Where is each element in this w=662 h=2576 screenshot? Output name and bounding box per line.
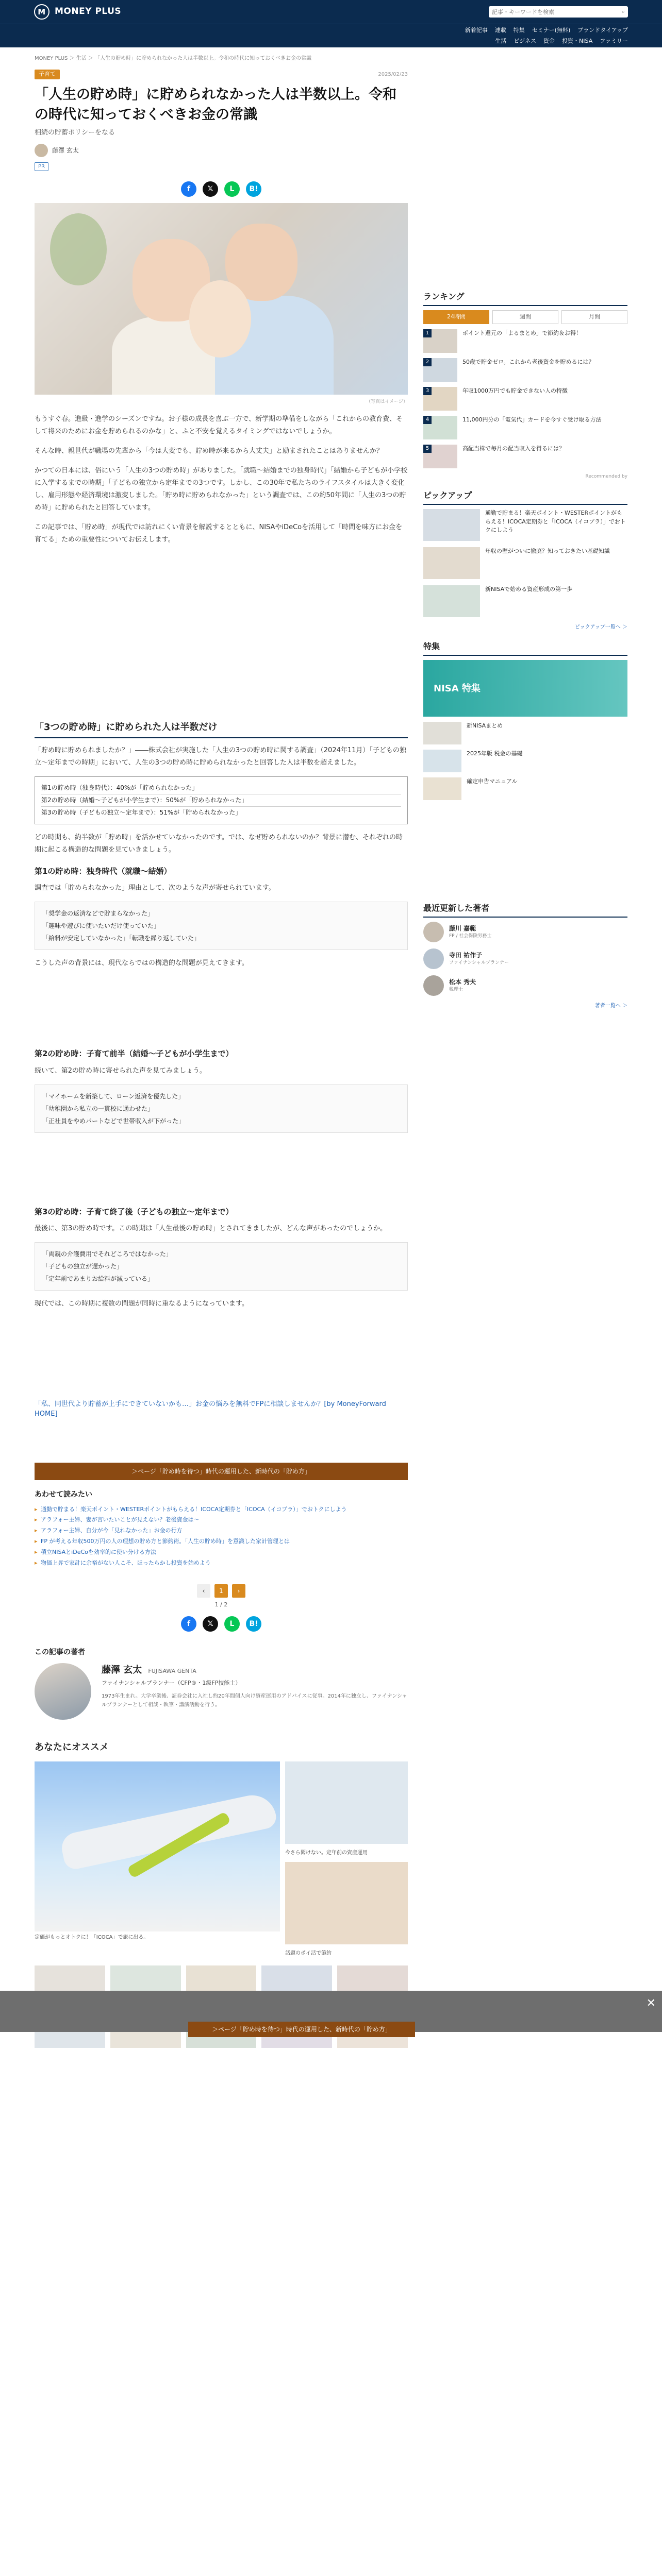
feature-item[interactable]: 確定申告マニュアル xyxy=(423,777,627,800)
hatena-share-icon[interactable]: B! xyxy=(246,181,261,197)
intro-paragraph: この記事では、「貯め時」が現代では訪れにくい背景を解説するとともに、NISAやiDeCoを活用して「時間を味方にお金を育てる」ための重要性についてお伝えします。 xyxy=(35,523,403,544)
search-icon[interactable]: ⌕ xyxy=(621,8,625,15)
search-box[interactable] xyxy=(489,6,628,18)
facebook-share-icon[interactable]: f xyxy=(181,1616,196,1632)
ranking-heading: ランキング xyxy=(423,291,627,306)
quote-item: 「給料が安定していなかった」「転職を繰り返していた」 xyxy=(42,935,201,942)
writer-avatar xyxy=(423,922,444,942)
nav-invest[interactable]: 投資・NISA xyxy=(562,37,593,44)
tab-weekly[interactable]: 週間 xyxy=(492,310,558,324)
top-header xyxy=(0,0,662,24)
author-name[interactable]: 藤澤 玄太 xyxy=(52,147,79,155)
survey-row: 第3の貯め時（子どもの独立〜定年まで）：51%が「貯められなかった」 xyxy=(41,808,242,816)
recommend-card-large[interactable] xyxy=(35,1761,280,1957)
section-paragraph: こうした声の背景には、現代ならではの構造的な問題が見えてきます。 xyxy=(35,959,249,968)
feature-item[interactable]: 2025年版 税金の基礎 xyxy=(423,750,627,772)
subsection-heading: 第2の貯め時：子育て前半（結婚〜子どもが小学生まで） xyxy=(35,1049,234,1059)
global-nav xyxy=(0,24,662,47)
related-heading: あわせて読みたい xyxy=(35,1490,92,1499)
publish-date: 2025/02/23 xyxy=(378,71,408,77)
author-card-heading: この記事の著者 xyxy=(35,1648,85,1657)
photo-caption: （写真はイメージ） xyxy=(366,399,408,405)
overlay-banner[interactable]: ＞ページ「貯め時を待つ」時代の運用した、新時代の「貯め方」 xyxy=(188,2022,415,2037)
article-subtitle: 相続の貯蓄ポリシーをなる xyxy=(35,128,115,137)
quote-item: 「趣味や遊びに使いたいだけ使っていた」 xyxy=(42,922,160,930)
fp-consult-link[interactable]: 「私、同世代より貯蓄が上手にできていないかも…」お金の悩みを無料でFPに相談しませんか？[by MoneyForward HOME] xyxy=(35,1400,386,1418)
writers-heading: 最近更新した著者 xyxy=(423,902,627,918)
feature-banner[interactable]: NISA 特集 xyxy=(423,660,627,717)
quote-item: 「両親の介護費用でそれどころではなかった」 xyxy=(42,1250,172,1258)
search-input[interactable] xyxy=(492,9,622,15)
ad-note: Recommended by xyxy=(585,473,627,479)
section-paragraph: 現代では、この時期に複数の問題が同時に重なるようになっています。 xyxy=(35,1300,249,1308)
author-card-name[interactable]: 藤澤 玄太 xyxy=(102,1665,142,1676)
feature-heading: 特集 xyxy=(423,640,627,656)
pickup-item[interactable]: 年収の壁がついに撤廃？知っておきたい基礎知識 xyxy=(423,547,627,579)
nav-seminar[interactable]: セミナー(無料) xyxy=(532,27,571,33)
survey-result-box xyxy=(35,776,408,824)
related-link[interactable]: ▸ アラフォー主婦、妻が言いたいことが見えない？老後資金は〜 xyxy=(35,1515,408,1526)
author-avatar xyxy=(35,144,48,157)
quote-list xyxy=(35,1084,408,1133)
nav-tieup[interactable]: ブランドタイアップ xyxy=(577,27,628,33)
section-paragraph: 「貯め時に貯められましたか？」――株式会社が実施した「人生の3つの貯め時に関する調査」（2024年11月）「子どもの独立〜定年までの時期」において、人生の3つの貯め時に貯められなかったと回答した人は半数を超えました。 xyxy=(35,747,406,767)
quote-item: 「幼稚園から私立の一貫校に通わせた」 xyxy=(42,1105,154,1112)
author-card-title: ファイナンシャルプランナー（CFP®・1級FP技能士） xyxy=(102,1680,241,1687)
writer-item[interactable]: 松本 秀夫 税理士 xyxy=(423,975,627,996)
pickup-item[interactable]: 新NISAで始める資産形成の第一歩 xyxy=(423,585,627,617)
recommend-heading: あなたにオススメ xyxy=(35,1742,109,1753)
pickup-more-link[interactable]: ピックアップ一覧へ ＞ xyxy=(574,624,627,630)
quote-item: 「定年前であまりお給料が減っている」 xyxy=(42,1275,154,1283)
subsection-heading: 第3の貯め時：子育て終了後（子どもの独立〜定年まで） xyxy=(35,1207,234,1216)
tab-24h[interactable]: 24時間 xyxy=(423,310,489,324)
section-paragraph: 調査では「貯められなかった」理由として、次のような声が寄せられています。 xyxy=(35,884,275,892)
pickup-item[interactable]: 通勤で貯まる！楽天ポイント・WESTERポイントがもらえる！ICOCA定期券と「ICOCA（イコプラ）」でおトクにしよう xyxy=(423,509,627,541)
author-line[interactable] xyxy=(35,144,408,157)
ranking-item[interactable]: 5 高配当株で毎月の配当収入を得るには？ xyxy=(423,445,627,468)
line-share-icon[interactable]: L xyxy=(224,181,240,197)
ranking-tabs xyxy=(423,310,627,324)
related-link[interactable]: ▸ 物価上昇で家計に余裕がない人こそ、ほったらかし投資を始めよう xyxy=(35,1558,408,1569)
recommend-caption: 定価がもっとオトクに！「ICOCA」で旅に出る。 xyxy=(35,1935,149,1941)
recommend-caption: 今さら聞けない。定年前の資産運用 xyxy=(285,1850,368,1856)
writer-item[interactable]: 藤川 嘉範 FP / 社会保険労務士 xyxy=(423,922,627,942)
related-list xyxy=(35,1504,408,1569)
hatena-share-icon[interactable]: B! xyxy=(246,1616,261,1632)
feature-item[interactable]: 新NISAまとめ xyxy=(423,722,627,744)
tab-monthly[interactable]: 月間 xyxy=(561,310,627,324)
subsection-heading: 第1の貯め時：独身時代（就職〜結婚） xyxy=(35,866,172,876)
share-buttons-top xyxy=(35,181,408,197)
next-page-banner[interactable]: ＞ページ「貯め時を待つ」時代の運用した、新時代の「貯め方」 xyxy=(35,1463,408,1480)
related-link[interactable]: ▸ FP が考える年収500万円の人の理想の貯め方と節約術。「人生の貯め時」を意識した家計管理とは xyxy=(35,1536,408,1547)
facebook-share-icon[interactable]: f xyxy=(181,181,196,197)
recommend-card[interactable] xyxy=(285,1761,408,1857)
site-logo[interactable] xyxy=(34,4,121,20)
intro-paragraph: もうすぐ春。進級・進学のシーズンですね。お子様の成長を喜ぶ一方で、新学期の準備をしながら「これからの教育費、そして将来のためにお金を貯められるのかな」と、ふと不安を覚えるタイミングではないでしょうか。 xyxy=(35,415,403,435)
breadcrumb[interactable]: MONEY PLUS ＞ 生活 ＞ 「人生の貯め時」に貯められなかった人は半数以上。令和の時代に知っておくべきお金の常識 xyxy=(35,56,312,61)
author-photo xyxy=(35,1663,91,1720)
intro-paragraph: そんな時、親世代が職場の先輩から「今は大変でも、貯め時が来るから大丈夫」と励まされたことはありませんか？ xyxy=(35,447,384,455)
pagination-current[interactable]: 1 xyxy=(214,1584,228,1598)
author-card xyxy=(35,1647,408,1720)
writer-item[interactable]: 寺田 祐作子 ファイナンシャルプランナー xyxy=(423,948,627,969)
article-main xyxy=(35,55,408,2048)
nav-series[interactable]: 連載 xyxy=(494,27,506,33)
nav-new[interactable]: 新着記事 xyxy=(465,27,488,33)
recommend-grid xyxy=(35,1761,408,1957)
related-link[interactable]: ▸ 積立NISAとiDeCoを効率的に使い分ける方法 xyxy=(35,1547,408,1558)
recommend-card[interactable] xyxy=(285,1862,408,1957)
survey-row: 第1の貯め時（独身時代）：40%が「貯められなかった」 xyxy=(41,782,401,794)
quote-list xyxy=(35,902,408,950)
recommend-image xyxy=(285,1862,408,1944)
close-icon[interactable]: ✕ xyxy=(646,1997,656,2010)
quote-item: 「奨学金の返済などで貯まらなかった」 xyxy=(42,910,154,918)
share-buttons-bottom xyxy=(35,1616,408,1632)
writer-avatar xyxy=(423,948,444,969)
pagination-prev[interactable]: ‹ xyxy=(197,1584,210,1598)
pr-tag: PR xyxy=(35,162,48,171)
site-logo-text: MONEY PLUS xyxy=(55,6,122,17)
article-title: 「人生の貯め時」に貯められなかった人は半数以上。令和の時代に知っておくべきお金の常識 xyxy=(35,86,396,123)
quote-item: 「マイホームを新築して、ローン返済を優先した」 xyxy=(42,1092,185,1100)
quote-list xyxy=(35,1242,408,1291)
nav-feature[interactable]: 特集 xyxy=(513,27,525,33)
line-share-icon[interactable]: L xyxy=(224,1616,240,1632)
nav-family[interactable]: ファミリー xyxy=(600,37,628,44)
quote-item: 「正社員をやめパートなどで世帯収入が下がった」 xyxy=(42,1117,185,1125)
x-share-icon[interactable]: 𝕏 xyxy=(203,181,218,197)
pagination-count: 1 / 2 xyxy=(214,1601,228,1608)
money-plus-logo-icon: M xyxy=(34,4,49,20)
pagination-next[interactable]: › xyxy=(232,1584,245,1598)
hero-image xyxy=(35,203,408,395)
x-share-icon[interactable]: 𝕏 xyxy=(203,1616,218,1632)
nav-fund[interactable]: 資金 xyxy=(543,37,555,44)
nav-life[interactable]: 生活 xyxy=(495,37,507,44)
writers-more-link[interactable]: 著者一覧へ ＞ xyxy=(594,1003,627,1009)
ranking-item[interactable]: 3 年収1000万円でも貯金できない人の特徴 xyxy=(423,387,627,411)
ranking-item[interactable]: 4 11,000円分の「電気代」カードを今すぐ受け取る方法 xyxy=(423,416,627,439)
survey-row: 第2の貯め時（結婚〜子どもが小学生まで）：50%が「貯められなかった」 xyxy=(41,794,401,807)
pickup-heading: ピックアップ xyxy=(423,489,627,505)
section-heading: 「3つの貯め時」に貯められた人は半数だけ xyxy=(35,720,408,738)
recommend-caption: 話題のポイ活で節約 xyxy=(285,1951,332,1957)
section-paragraph: 最後に、第3の貯め時です。この時期は「人生最後の貯め時」とされてきましたが、どんな声があったのでしょうか。 xyxy=(35,1225,387,1233)
category-badge[interactable]: 子育て xyxy=(35,70,60,79)
nav-business[interactable]: ビジネス xyxy=(514,37,537,44)
author-card-roman: FUJISAWA GENTA xyxy=(148,1668,196,1675)
recommend-image xyxy=(285,1761,408,1844)
intro-paragraph: かつての日本には、俗にいう「人生の3つの貯め時」がありました。「就職〜結婚までの独身時代」「結婚から子どもが小学校に入学するまでの時期」「子どもの独立から定年までの3つです。しかし、この30年で私たちのライフスタイルは大きく変化し、雇用形態や経済環境は激変しました。「貯め時に貯められなかった」という調査では、この約50年間に「人生の3つの貯め時」に貯められたと回答しています。 xyxy=(35,466,408,512)
writer-avatar xyxy=(423,975,444,996)
author-card-bio: 1973年生まれ。大学卒業後、証券会社に入社し約20年間個人向け資産運用のアドバイスに従事。2014年に独立し、ファイナンシャルプランナーとして相談・執筆・講演活動を行う。 xyxy=(102,1693,407,1708)
sidebar xyxy=(423,55,627,2048)
ranking-item[interactable]: 1 ポイント還元の「よるまとめ」で節約＆お得！ xyxy=(423,329,627,353)
pagination xyxy=(35,1584,408,1598)
section-paragraph: どの時期も、約半数が「貯め時」を活かせていなかったのです。では、なぜ貯められないのか？背景に潜む、それぞれの時期に起こる構造的な問題を見ていきましょう。 xyxy=(35,833,403,854)
section-paragraph: 続いて、第2の貯め時に寄せられた声を見てみましょう。 xyxy=(35,1066,207,1075)
related-link[interactable]: ▸ アラフォー主婦、自分が今「見れなかった」お金の行方 xyxy=(35,1526,408,1536)
quote-item: 「子どもの独立が遅かった」 xyxy=(42,1263,123,1270)
recommend-image xyxy=(35,1761,280,1931)
related-link[interactable]: ▸ 通勤で貯まる！楽天ポイント・WESTERポイントがもらえる！ICOCA定期券と「ICOCA（イコプラ）」でおトクにしよう xyxy=(35,1504,408,1515)
ranking-item[interactable]: 2 50歳で貯金ゼロ。これから老後資金を貯めるには？ xyxy=(423,358,627,382)
